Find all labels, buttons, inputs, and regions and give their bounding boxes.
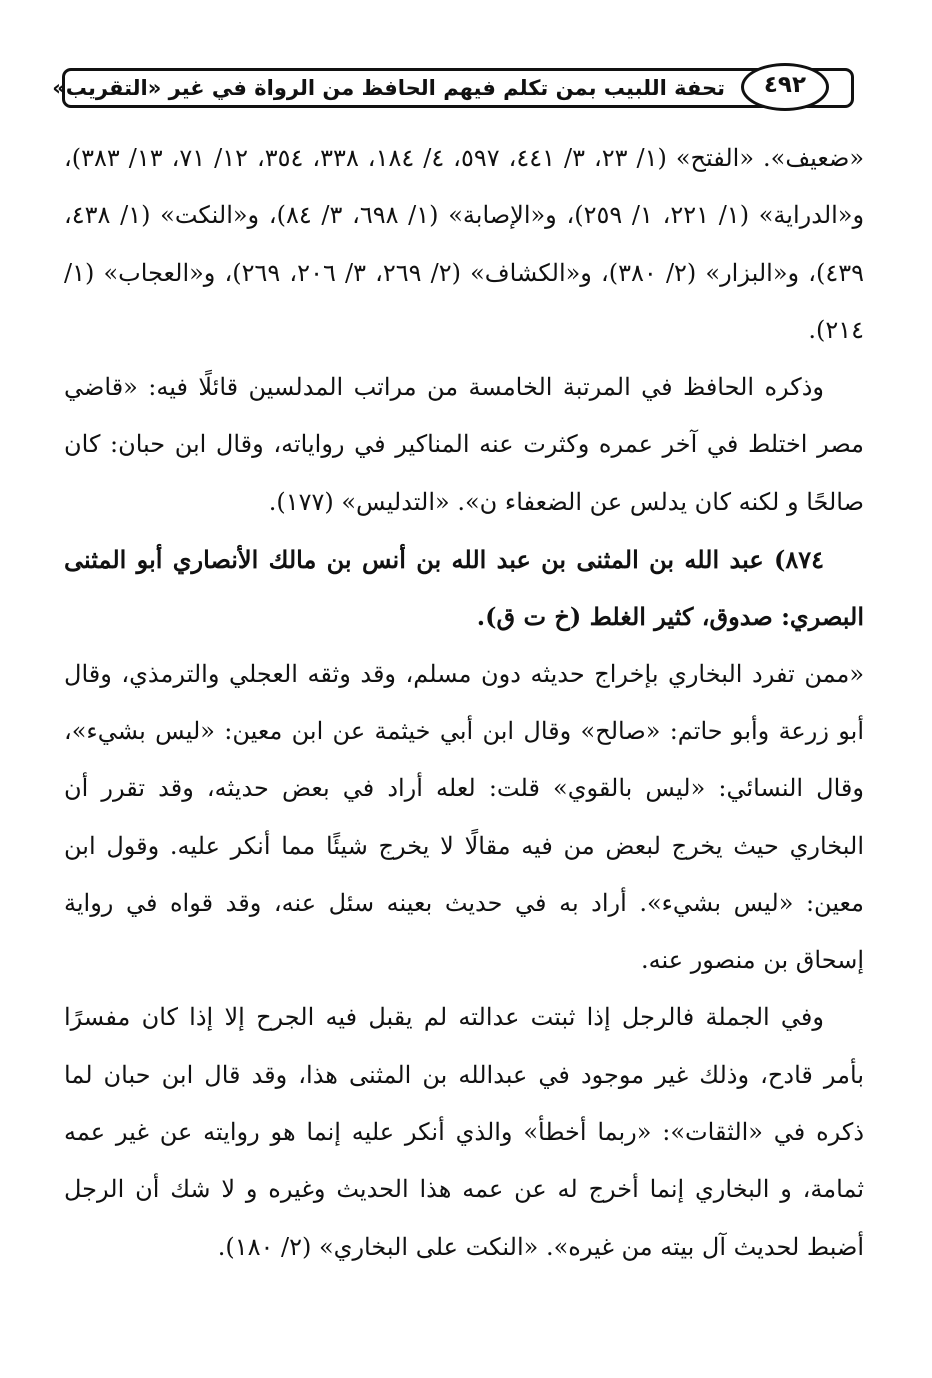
tadlis-paragraph: وذكره الحافظ في المرتبة الخامسة من مراتب المدلسين قائلًا فيه: «قاضي مصر اختلط في آخر عمره وكثرت عنه المناكير في رواياته، وقال ابن حبان: كان صالحًا و لكنه كان يدلس عن الضعفاء ن». «التدليس» (١٧٧). <box>64 373 865 516</box>
narrator-entry-heading: ٨٧٤) عبد الله بن المثنى بن عبد الله بن أنس بن مالك الأنصاري أبو المثنى البصري: صدوق، كثير الغلط (خ ت ق). <box>64 545 864 632</box>
page-body <box>64 130 864 1276</box>
page-number: ٤٩٢ <box>741 63 829 111</box>
quote-paragraph: «ممن تفرد البخاري بإخراج حديثه دون مسلم، وقد وثقه العجلي والترمذي، وقال أبو زرعة وأبو حاتم: «صالح» وقال ابن أبي خيثمة عن ابن معين: «ليس بشيء»، وقال النسائي: «ليس بالقوي» قلت: لعله أراد في بعض حديثه، وقد تقرر أن البخاري حيث يخرج لبعض من فيه مقالًا لا يخرج شيئًا مما أنكر عليه. وقول ابن معين: «ليس بشيء». أراد به في حديث بعينه سئل عنه، وقد قواه في رواية إسحاق بن منصور عنه. <box>64 659 864 975</box>
page-header <box>52 68 854 108</box>
running-title: تحفة اللبيب بمن تكلم فيهم الحافظ من الرواة في غير «التقريب» <box>52 76 725 100</box>
citations-paragraph: «ضعيف». «الفتح» (١/ ٢٣، ٣/ ٤٤١، ٥٩٧، ٤/ ١٨٤، ٣٣٨، ٣٥٤، ١٢/ ٧١، ١٣/ ٣٨٣)، و«الدراية» (١/ ٢٢١، ١/ ٢٥٩)، و«الإصابة» (١/ ٦٩٨، ٣/ ٨٤)، و«النكت» (١/ ٤٣٨، ٤٣٩)، و«البزار» (٢/ ٣٨٠)، و«الكشاف» (٢/ ٢٦٩، ٣/ ٢٠٦، ٢٦٩)، و«العجاب» (١/ ٢١٤). <box>64 144 865 344</box>
conclusion-paragraph: وفي الجملة فالرجل إذا ثبتت عدالته لم يقبل فيه الجرح إلا إذا كان مفسرًا بأمر قادح، وذلك غير موجود في عبدالله بن المثنى هذا، وقد قال ابن حبان لما ذكره في «الثقات»: «ربما أخطأ» والذي أنكر عليه إنما هو روايته عن غير عمه ثمامة، و البخاري إنما أخرج له عن عمه هذا الحديث وغيره و لا شك أن الرجل أضبط لحديث آل بيته من غيره». «النكت على البخاري» (٢/ ١٨٠). <box>64 1003 864 1261</box>
